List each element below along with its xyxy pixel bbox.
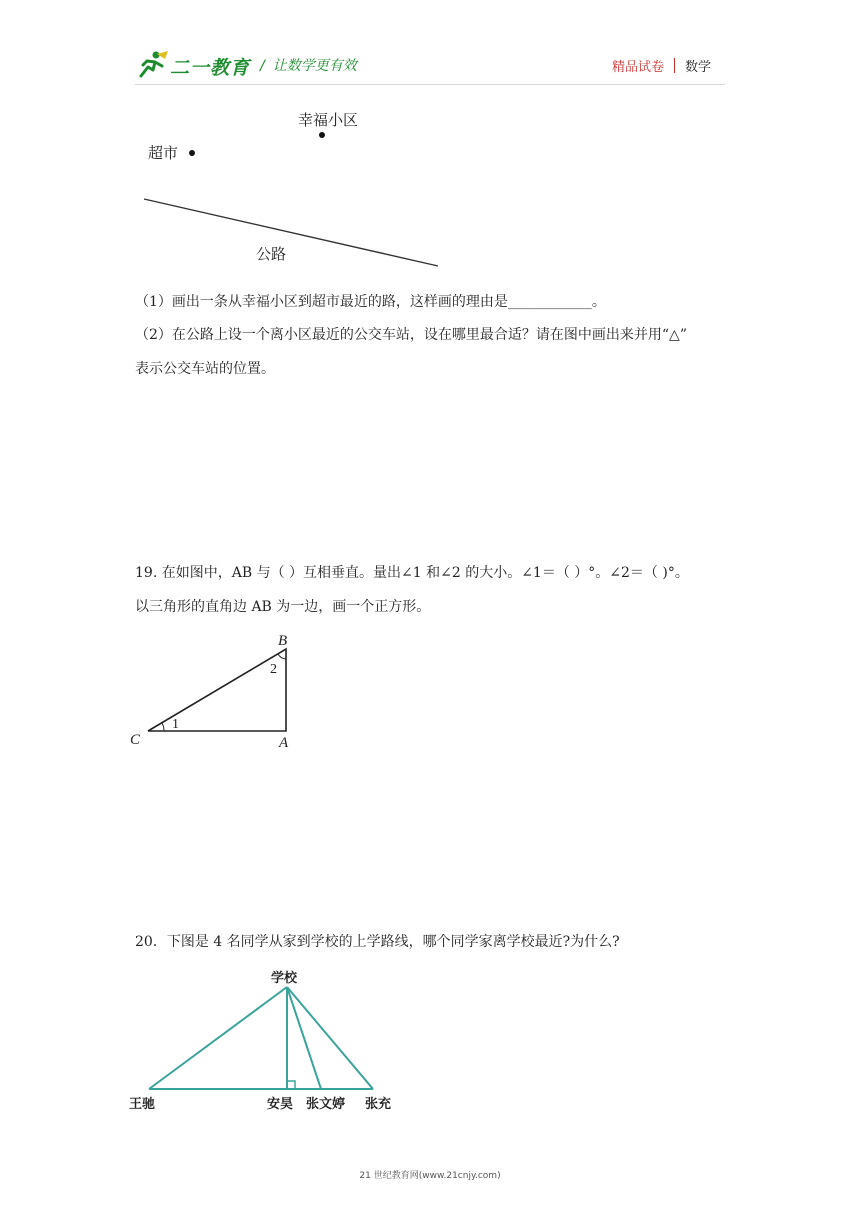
supermarket-point <box>189 150 195 156</box>
q19-line1: 19. 在如图中，AB 与（ ）互相垂直。量出∠1 和∠2 的大小。∠1＝（ ）°。∠2＝（ )°。 <box>135 565 689 581</box>
figure-school-routes <box>125 964 410 1114</box>
student-label-wangchi: 王驰 <box>129 1097 156 1112</box>
q18-part1: （1）画出一条从幸福小区到超市最近的路，这样画的理由是____________。 <box>135 294 606 310</box>
community-point <box>319 132 325 138</box>
logo-text: 二一教育 <box>170 57 251 79</box>
triangle-abc <box>148 649 286 731</box>
page-footer: 21 世纪教育网(www.21cnjy.com) <box>359 1171 501 1181</box>
slogan-text: 让数学更有效 <box>272 58 357 74</box>
angle2-label: 2 <box>270 662 277 677</box>
q19-line2: 以三角形的直角边 AB 为一边，画一个正方形。 <box>135 599 431 615</box>
route-zhangwenting <box>287 987 321 1089</box>
vertex-a-label: A <box>279 735 289 751</box>
header-slogan: / 让数学更有效 <box>260 58 357 74</box>
route-zhangchong <box>287 987 373 1089</box>
student-label-zhangchong: 张充 <box>365 1097 392 1112</box>
right-angle-mark <box>287 1081 295 1089</box>
vertex-b-label: B <box>278 633 288 649</box>
angle2-arc <box>278 654 286 659</box>
q18-part2-line1: （2）在公路上设一个离小区最近的公交车站，设在哪里最合适？请在图中画出来并用“△” <box>135 327 687 343</box>
road-line <box>144 199 438 266</box>
q18-part2-line2: 表示公交车站的位置。 <box>135 361 275 377</box>
supermarket-label: 超市 <box>148 144 179 162</box>
community-label: 幸福小区 <box>298 111 359 129</box>
header-divider <box>135 84 725 85</box>
vertex-c-label: C <box>130 732 141 748</box>
angle1-label: 1 <box>172 717 179 732</box>
q20-line1: 20．下图是 4 名同学从家到学校的上学路线，哪个同学家离学校最近?为什么? <box>135 934 620 950</box>
header-tag: 精品试卷 <box>612 60 665 75</box>
angle1-arc <box>162 723 164 731</box>
figure-right-triangle <box>128 630 308 755</box>
student-label-anhao: 安昊 <box>267 1097 294 1112</box>
header-subject: 数学 <box>685 60 712 75</box>
logo-runner-icon <box>135 50 169 78</box>
road-label: 公路 <box>256 245 287 263</box>
header-right <box>612 56 711 75</box>
student-label-zhangwenting: 张文婷 <box>306 1097 346 1112</box>
route-wangchi <box>149 987 287 1089</box>
figure-road-map <box>130 120 450 280</box>
header-separator <box>674 58 675 73</box>
school-label: 学校 <box>271 971 298 986</box>
